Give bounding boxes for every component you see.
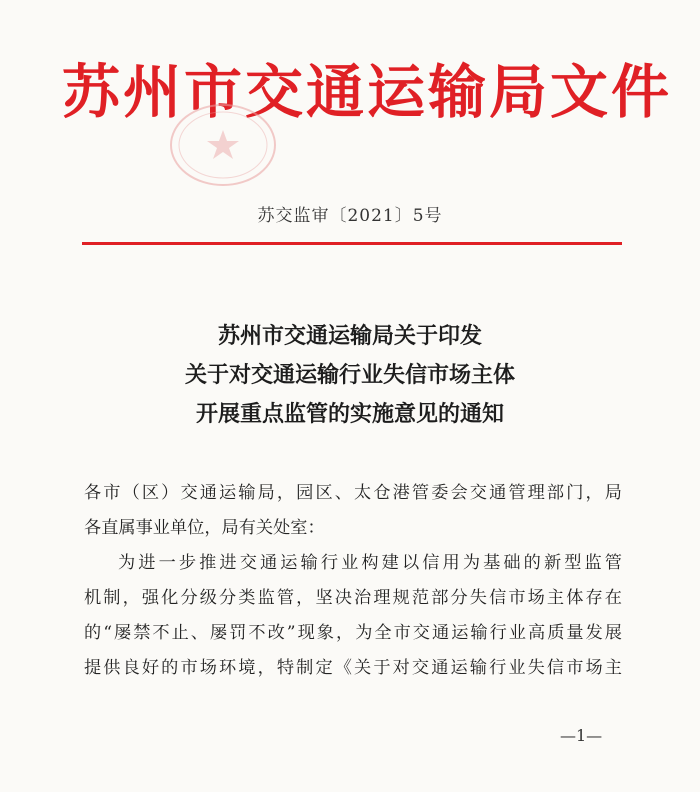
body-line: 为进一步推进交通运输行业构建以信用为基础的新型监管 xyxy=(118,553,622,573)
notice-title-line: 开展重点监管的实施意见的通知 xyxy=(195,401,504,427)
header-divider xyxy=(82,242,622,245)
notice-title-line: 关于对交通运输行业失信市场主体 xyxy=(184,362,515,388)
body-line: 提供良好的市场环境，特制定《关于对交通运输行业失信市场主 xyxy=(84,658,622,678)
body-line: 各直属事业单位，局有关处室： xyxy=(84,518,325,538)
body-line: 机制，强化分级分类监管，坚决治理规范部分失信市场主体存在 xyxy=(84,588,622,608)
body-line: 各市（区）交通运输局，园区、太仓港管委会交通管理部门，局 xyxy=(84,483,622,503)
notice-title-line: 苏州市交通运输局关于印发 xyxy=(217,323,482,349)
document-header-title: 苏州市交通运输局文件 xyxy=(62,58,673,126)
body-line: 的“屡禁不止、屡罚不改”现象，为全市交通运输行业高质量发展 xyxy=(84,623,622,643)
notice-title xyxy=(0,317,700,434)
document-number: 苏交监审〔2021〕5号 xyxy=(257,206,443,226)
official-seal-icon xyxy=(168,102,278,188)
document-body xyxy=(84,476,622,686)
page-number: —1— xyxy=(560,726,603,745)
